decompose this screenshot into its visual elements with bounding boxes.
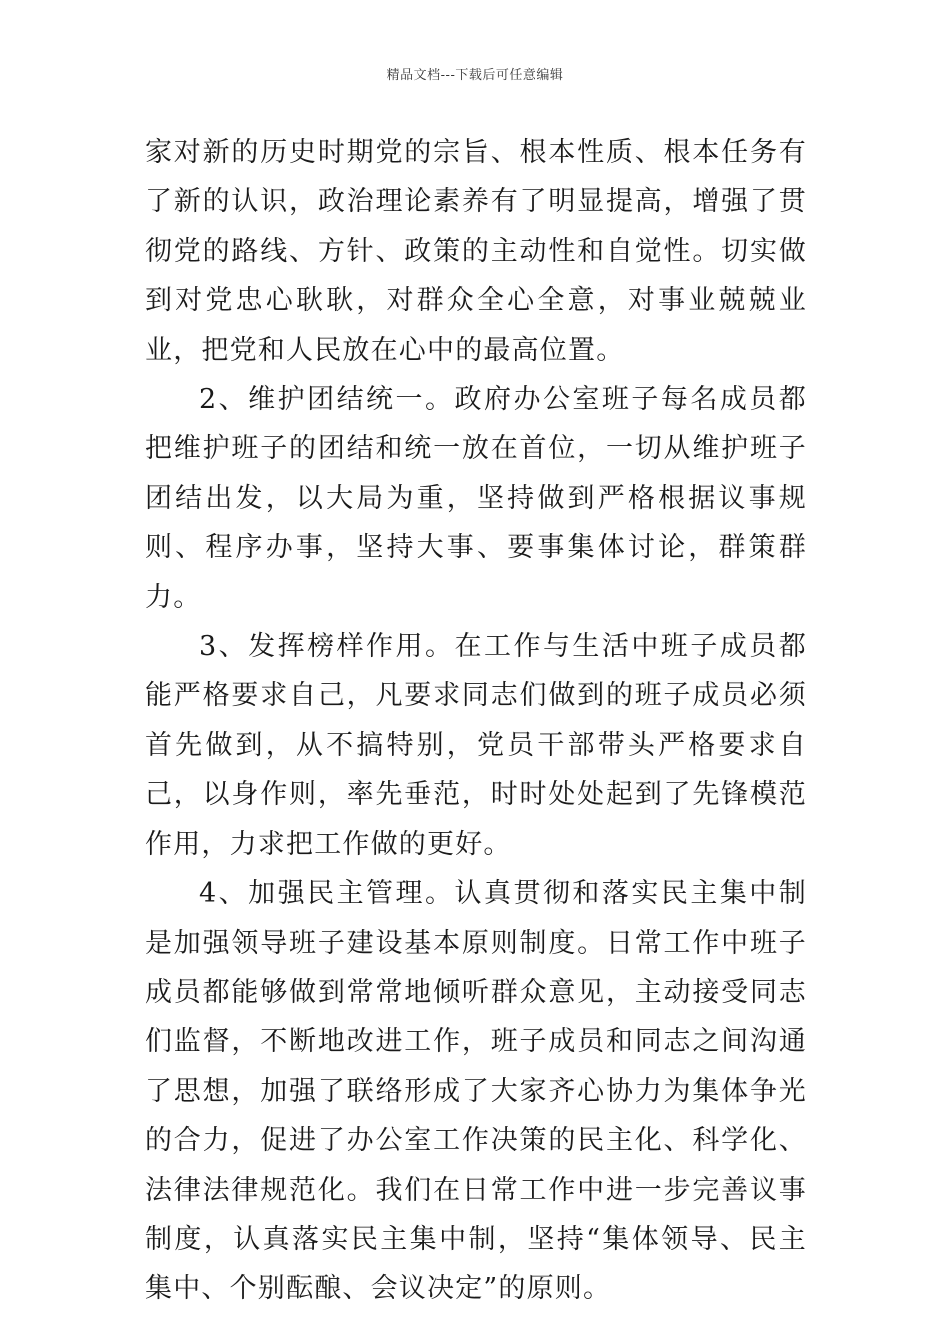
- page-header: 精品文档---下载后可任意编辑: [386, 68, 564, 83]
- paragraph-item-4: 4、加强民主管理。认真贯彻和落实民主集中制是加强领导班子建设基本原则制度。日常工作中班子成员都能够做到常常地倾听群众意见，主动接受同志们监督，不断地改进工作，班子成员和同志之间沟通了思想，加强了联络形成了大家齐心协力为集体争光的合力，促进了办公室工作决策的民主化、科学化、法律法律规范化。我们在日常工作中进一步完善议事制度，认真落实民主集中制，坚持“集体领导、民主集中、个别酝酿、会议决定”的原则。: [145, 878, 807, 1305]
- paragraph-item-2: 2、维护团结统一。政府办公室班子每名成员都把维护班子的团结和统一放在首位，一切从维护班子团结出发，以大局为重，坚持做到严格根据议事规则、程序办事，坚持大事、要事集体讨论，群策群力。: [145, 384, 807, 613]
- document-body: [145, 128, 807, 1314]
- paragraph-item-3: 3、发挥榜样作用。在工作与生活中班子成员都能严格要求自己，凡要求同志们做到的班子成员必须首先做到，从不搞特别，党员干部带头严格要求自己，以身作则，率先垂范，时时处处起到了先锋模范作用，力求把工作做的更好。: [145, 631, 807, 860]
- paragraph-continuation: 家对新的历史时期党的宗旨、根本性质、根本任务有了新的认识，政治理论素养有了明显提高，增强了贯彻党的路线、方针、政策的主动性和自觉性。切实做到对党忠心耿耿，对群众全心全意，对事业兢兢业业，把党和人民放在心中的最高位置。: [145, 137, 807, 366]
